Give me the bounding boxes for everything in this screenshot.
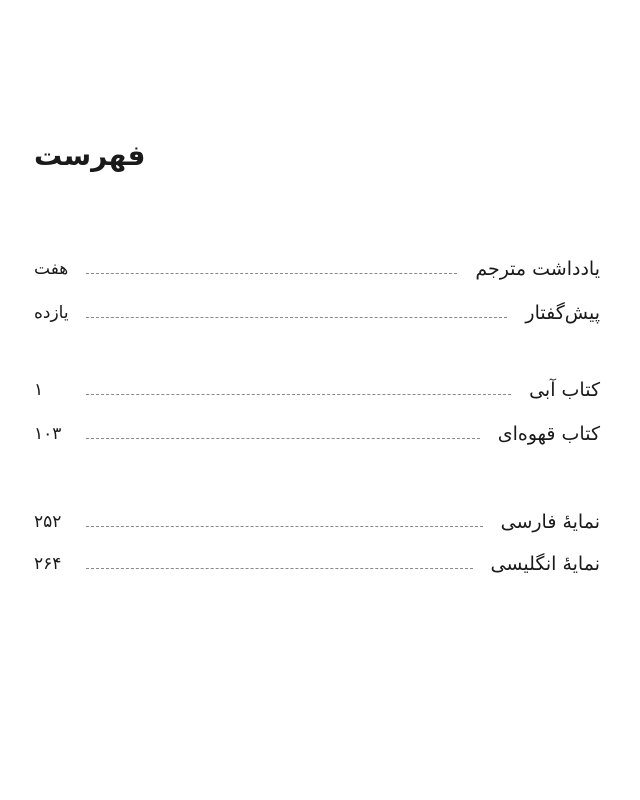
toc-title: فهرست	[34, 139, 146, 172]
toc-page-number: یازده	[34, 303, 69, 323]
toc-entry-label: کتاب قهوه‌ای	[497, 423, 600, 445]
toc-page-number: ۲۶۴	[34, 554, 62, 574]
toc-page-number: ۱	[34, 380, 44, 400]
toc-entry-label: پیش‌گفتار	[525, 302, 600, 324]
dotted-leader	[86, 317, 507, 318]
dotted-leader	[86, 273, 457, 274]
dotted-leader	[86, 526, 483, 527]
toc-page-number: ۲۵۲	[34, 512, 62, 532]
toc-entry-brown-book[interactable]	[34, 417, 600, 451]
toc-entry-label: کتاب آبی	[529, 379, 600, 401]
toc-entry-label: نمایهٔ فارسی	[500, 511, 600, 533]
dotted-leader	[86, 394, 511, 395]
dotted-leader	[86, 568, 473, 569]
toc-page-number: هفت	[34, 259, 69, 279]
toc-entry-preface[interactable]	[34, 296, 600, 330]
toc-entry-label: یادداشت مترجم	[475, 258, 600, 280]
toc-entry-label: نمایهٔ انگلیسی	[490, 553, 600, 575]
toc-entry-persian-index[interactable]	[34, 505, 600, 539]
toc-page-number: ۱۰۳	[34, 424, 62, 444]
dotted-leader	[86, 438, 480, 439]
toc-entry-translator-note[interactable]	[34, 252, 600, 286]
toc-entry-blue-book[interactable]	[34, 373, 600, 407]
toc-entry-english-index[interactable]	[34, 547, 600, 581]
